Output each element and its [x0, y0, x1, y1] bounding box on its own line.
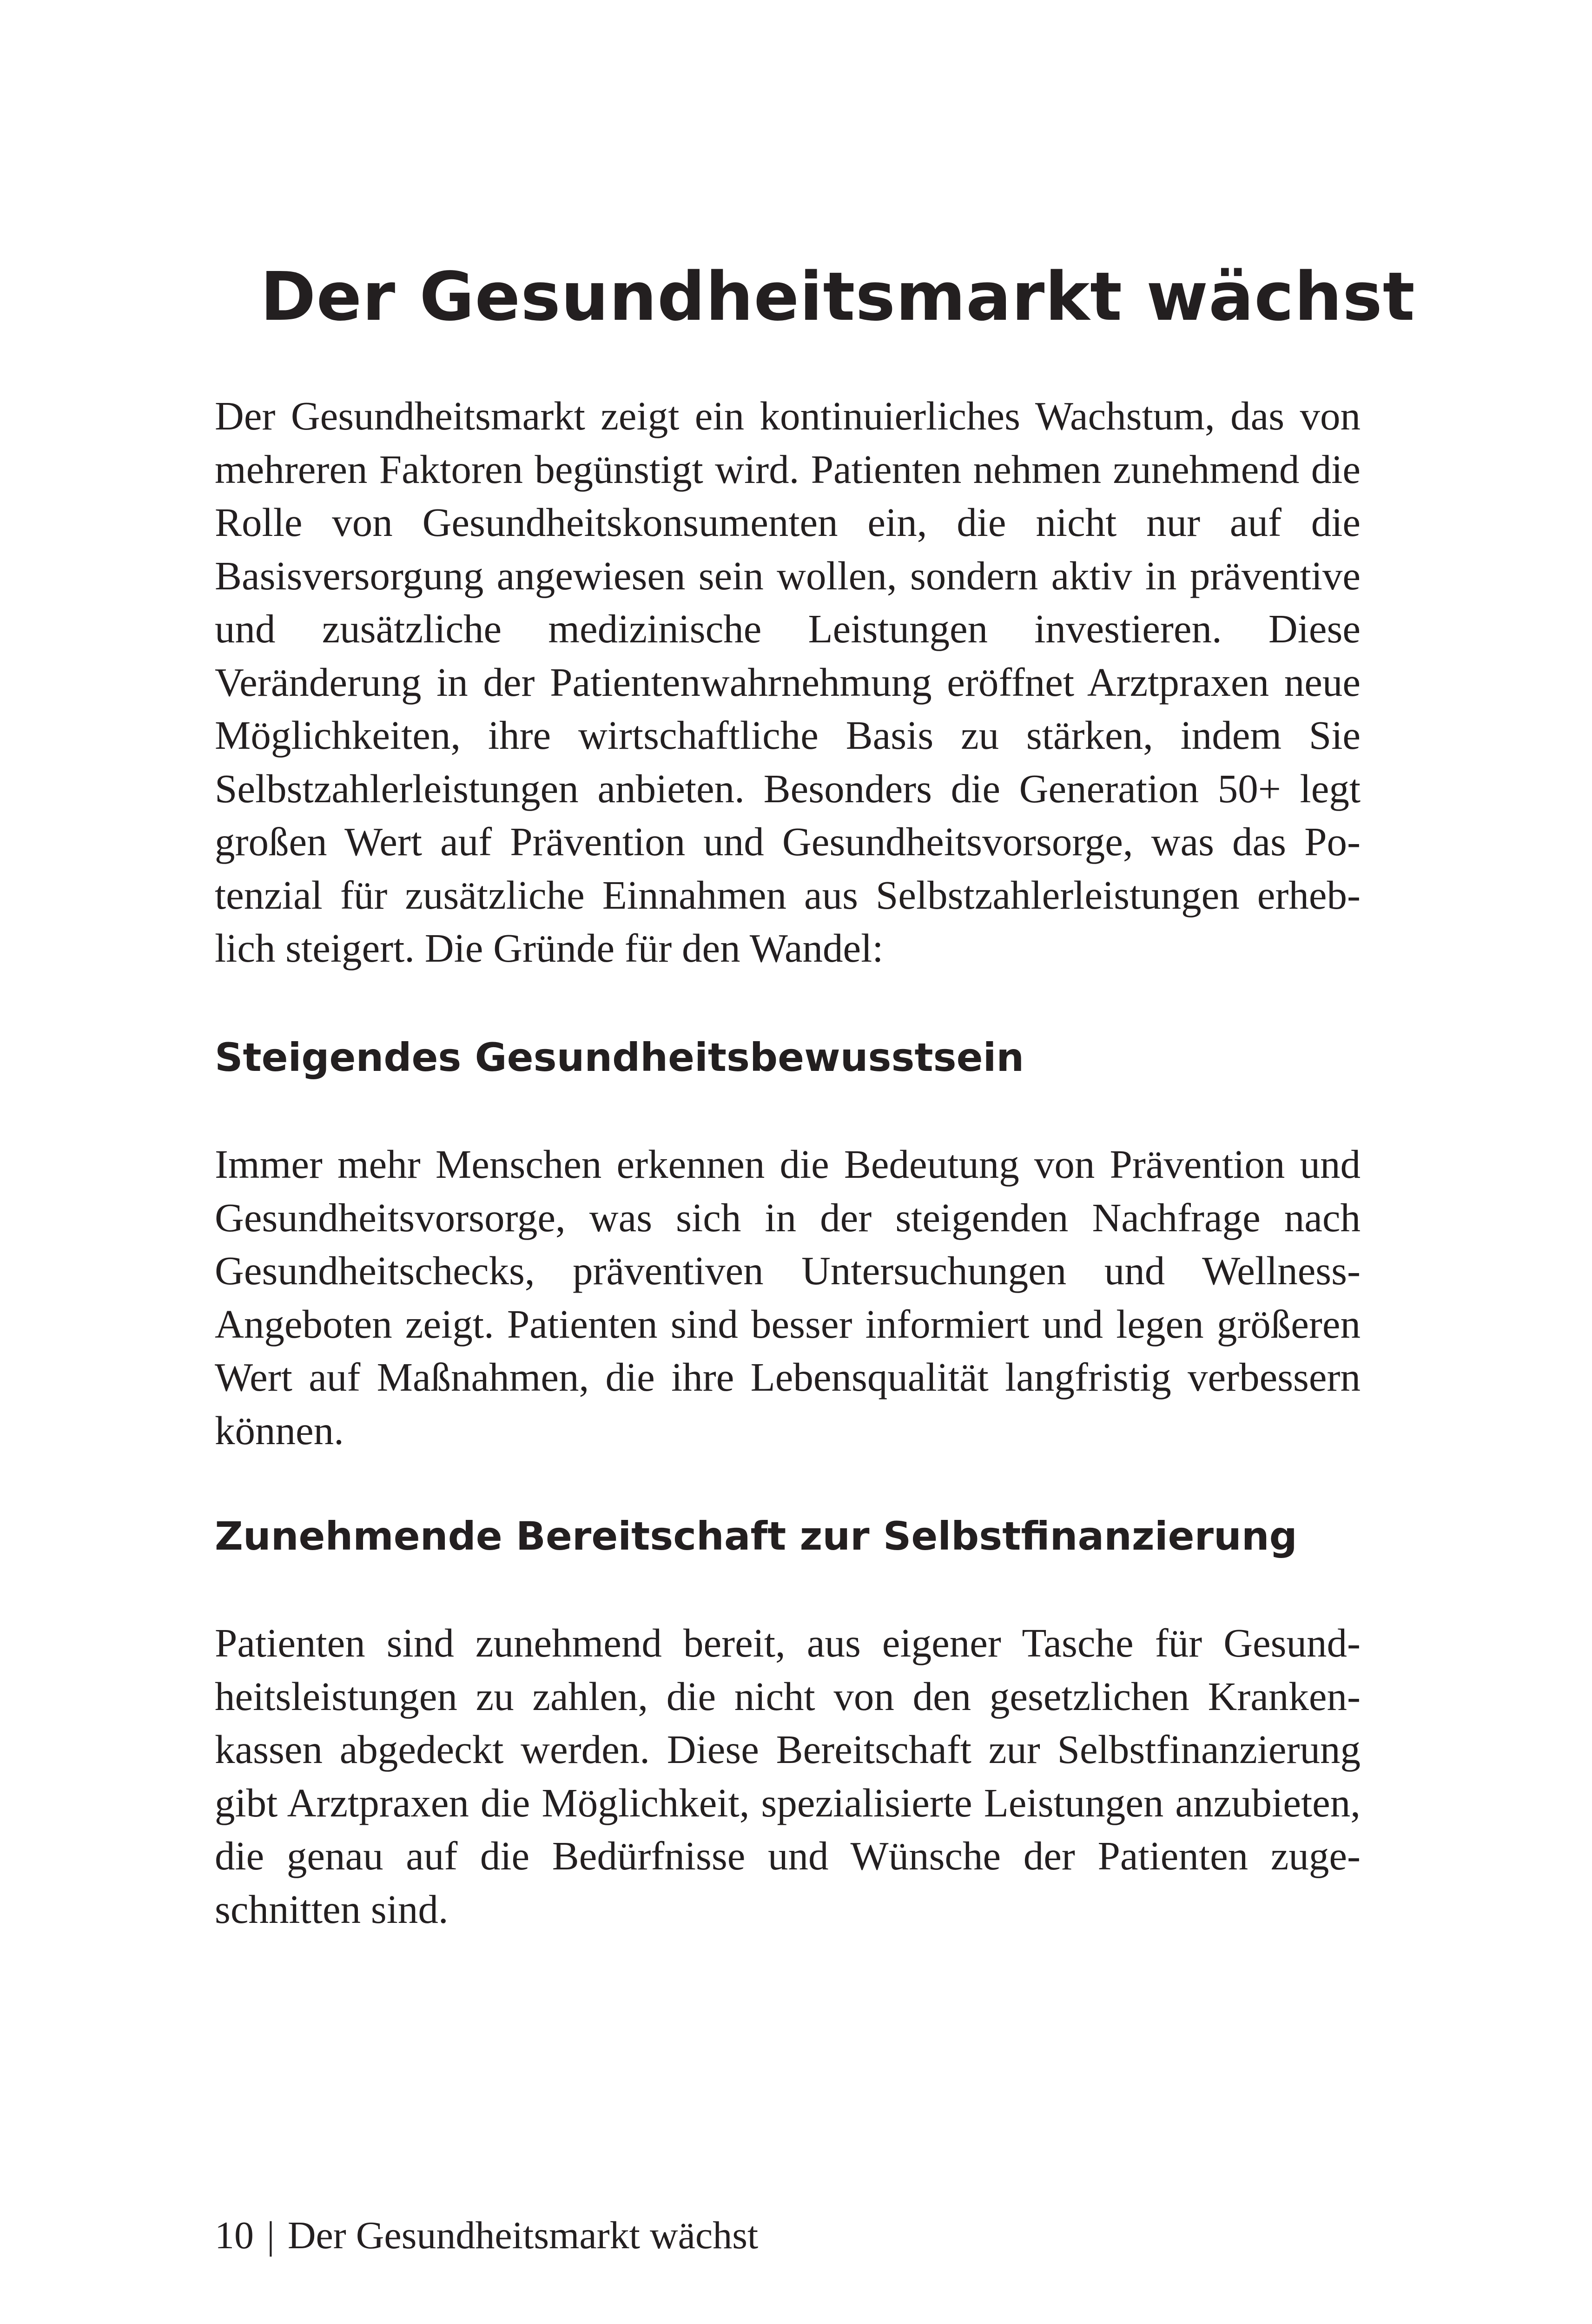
footer-separator: |: [267, 2214, 275, 2257]
page-number: 10: [215, 2214, 254, 2257]
paragraph-intro: Der Gesundheitsmarkt zeigt ein kontinuierliches Wachstum, das von mehreren Faktoren begünstigt wird. Patienten nehmen zunehmend die Rolle von Gesundheitskonsumenten ein, die nicht nur auf die Basisversorgung angewiesen sein wollen, sondern aktiv in präventive und zusätzliche medizinische Leistungen investieren. Diese Veränderung in der Patientenwahrnehmung eröffnet Arztpraxen neue Möglichkeiten, ihre wirtschaftliche Basis zu stärken, indem Sie Selbstzahlerleistungen anbieten. Besonders die Generation 50+ legt großen Wert auf Prävention und Gesundheitsvorsorge, was das Potenzial für zusätzliche Einnahmen aus Selbstzahlerleistungen erheblich steigert. Die Gründe für den Wandel:: [215, 393, 1361, 971]
paragraph-health-awareness: Immer mehr Menschen erkennen die Bedeutung von Prävention und Gesundheitsvorsorge, was sich in der steigenden Nachfrage nach Gesundheitschecks, präventiven Untersuchungen und Wellness-Angeboten zeigt. Patienten sind besser informiert und legen größeren Wert auf Maßnahmen, die ihre Lebensqualität langfristig verbessern können.: [215, 1142, 1361, 1453]
section-heading-self-financing: Zunehmende Bereitschaft zur Selbstfinanzierung: [215, 1513, 1297, 1559]
running-title: Der Gesundheitsmarkt wächst: [287, 2214, 759, 2257]
page-footer: [215, 2210, 1361, 2261]
paragraph-self-financing: Patienten sind zunehmend bereit, aus eigener Tasche für Gesundheitsleistungen zu zahlen, die nicht von den gesetzlichen Krankenkassen abgedeckt werden. Diese Bereitschaft zur Selbstfinanzierung gibt Arztpraxen die Möglichkeit, spezialisierte Leistungen anzubieten, die genau auf die Bedürfnisse und Wünsche der Patienten zugeschnitten sind.: [215, 1620, 1361, 1932]
section-heading-health-awareness: Steigendes Gesundheitsbewusstsein: [215, 1035, 1024, 1080]
page-title: Der Gesundheitsmarkt wächst: [260, 257, 1415, 336]
